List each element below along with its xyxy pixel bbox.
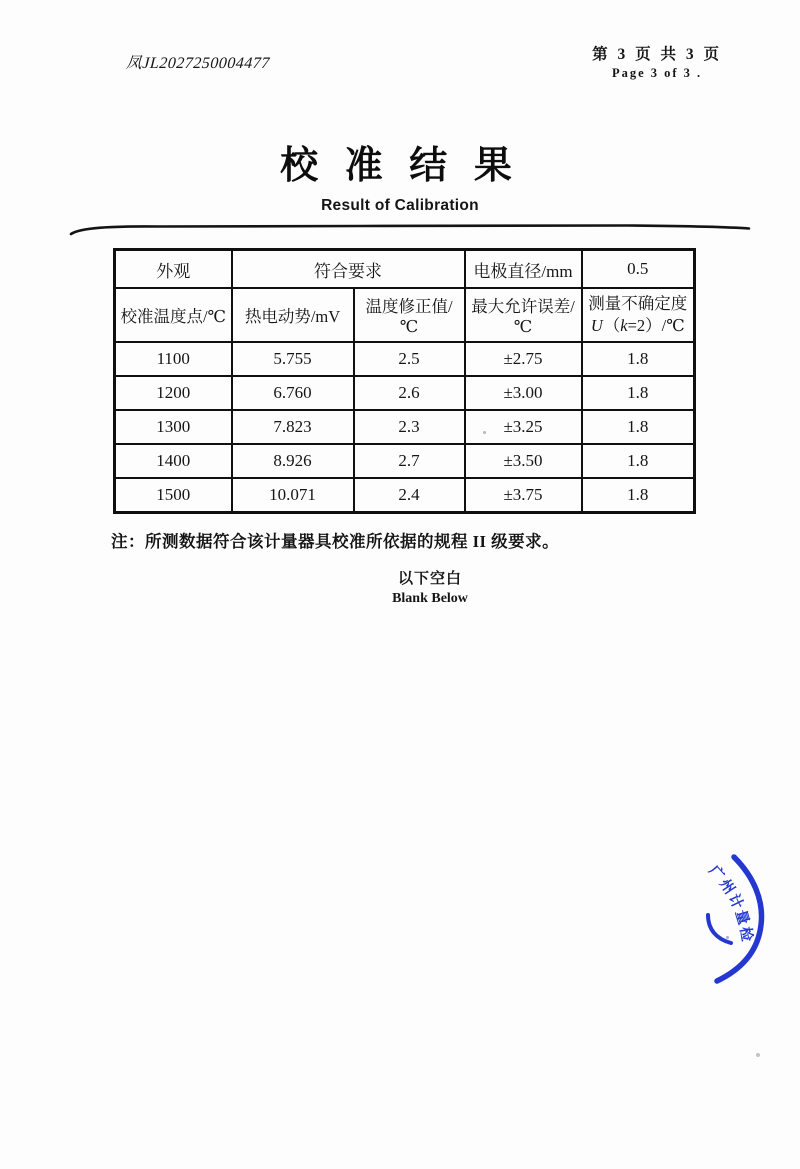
- header-cell-temperature: 校准温度点/℃: [115, 288, 232, 342]
- calibration-stamp-seal: [694, 853, 776, 985]
- page-indicator: [592, 42, 722, 81]
- cell-uncertainty: 1.8: [582, 444, 695, 478]
- uncertainty-header-line1: 测量不确定度: [588, 293, 688, 313]
- diameter-label-cell: 电极直径/mm: [465, 250, 582, 289]
- header-cell-correction: 温度修正值/℃: [354, 288, 465, 342]
- header-cell-max-error: 最大允许误差/℃: [465, 288, 582, 342]
- cell-correction: 2.6: [354, 376, 465, 410]
- cell-correction: 2.5: [354, 342, 465, 376]
- blank-below-en: Blank Below: [392, 591, 468, 606]
- table-row: [115, 478, 695, 513]
- scan-speck: [756, 1053, 760, 1057]
- scan-speck: [726, 936, 729, 939]
- cell-temperature: 1400: [115, 444, 232, 478]
- table-row: [115, 444, 695, 478]
- k-symbol: k: [620, 316, 628, 335]
- table-row: [115, 342, 695, 376]
- cell-correction: 2.3: [354, 410, 465, 444]
- certificate-number: 凤JL2027250004477: [125, 55, 271, 72]
- cell-emf: 10.071: [232, 478, 354, 513]
- cell-max-error: ±3.00: [465, 376, 582, 410]
- cell-temperature: 1200: [115, 376, 232, 410]
- table-header-row: [115, 288, 695, 342]
- cell-max-error: ±2.75: [465, 342, 582, 376]
- cell-uncertainty: 1.8: [582, 342, 695, 376]
- cell-correction: 2.4: [354, 478, 465, 513]
- page-indicator-cn: 第 3 页 共 3 页: [592, 46, 722, 63]
- cell-correction: 2.7: [354, 444, 465, 478]
- cell-emf: 6.760: [232, 376, 354, 410]
- cell-emf: 8.926: [232, 444, 354, 478]
- cell-max-error: ±3.75: [465, 478, 582, 513]
- blank-below-block: [280, 567, 580, 607]
- appearance-label-cell: 外观: [115, 250, 232, 289]
- uncertainty-header-line2: [585, 315, 692, 337]
- uncertainty-unit: /℃: [661, 316, 685, 335]
- note-text: 注：所测数据符合该计量器具校准所依据的规程 II 级要求。: [111, 532, 560, 551]
- blank-below-cn: 以下空白: [397, 571, 462, 587]
- header-cell-uncertainty: [582, 288, 695, 342]
- diameter-value-cell: 0.5: [582, 250, 695, 289]
- title-divider-line: [68, 220, 752, 238]
- cell-temperature: 1500: [115, 478, 232, 513]
- cell-uncertainty: 1.8: [582, 478, 695, 513]
- page-subtitle: Result of Calibration: [321, 197, 479, 214]
- cell-emf: 7.823: [232, 410, 354, 444]
- cell-uncertainty: 1.8: [582, 410, 695, 444]
- calibration-table: [113, 248, 696, 514]
- cell-uncertainty: 1.8: [582, 376, 695, 410]
- cell-emf: 5.755: [232, 342, 354, 376]
- stamp-arc-text: 广州计量检: [705, 862, 755, 945]
- cell-temperature: 1100: [115, 342, 232, 376]
- appearance-value-cell: 符合要求: [232, 250, 465, 289]
- cell-max-error: ±3.25: [465, 410, 582, 444]
- scan-speck: [483, 431, 486, 434]
- page-title: 校 准 结 果: [280, 145, 520, 187]
- table-row: [115, 376, 695, 410]
- cell-temperature: 1300: [115, 410, 232, 444]
- header-cell-emf: 热电动势/mV: [232, 288, 354, 342]
- table-row: [115, 410, 695, 444]
- u-symbol: U: [590, 316, 603, 335]
- k-value: =2）: [627, 316, 662, 335]
- page-indicator-en: Page 3 of 3 .: [611, 66, 703, 80]
- cell-max-error: ±3.50: [465, 444, 582, 478]
- paren-open: （: [603, 316, 621, 335]
- table-row-summary: [115, 250, 695, 289]
- title-block: [0, 134, 800, 215]
